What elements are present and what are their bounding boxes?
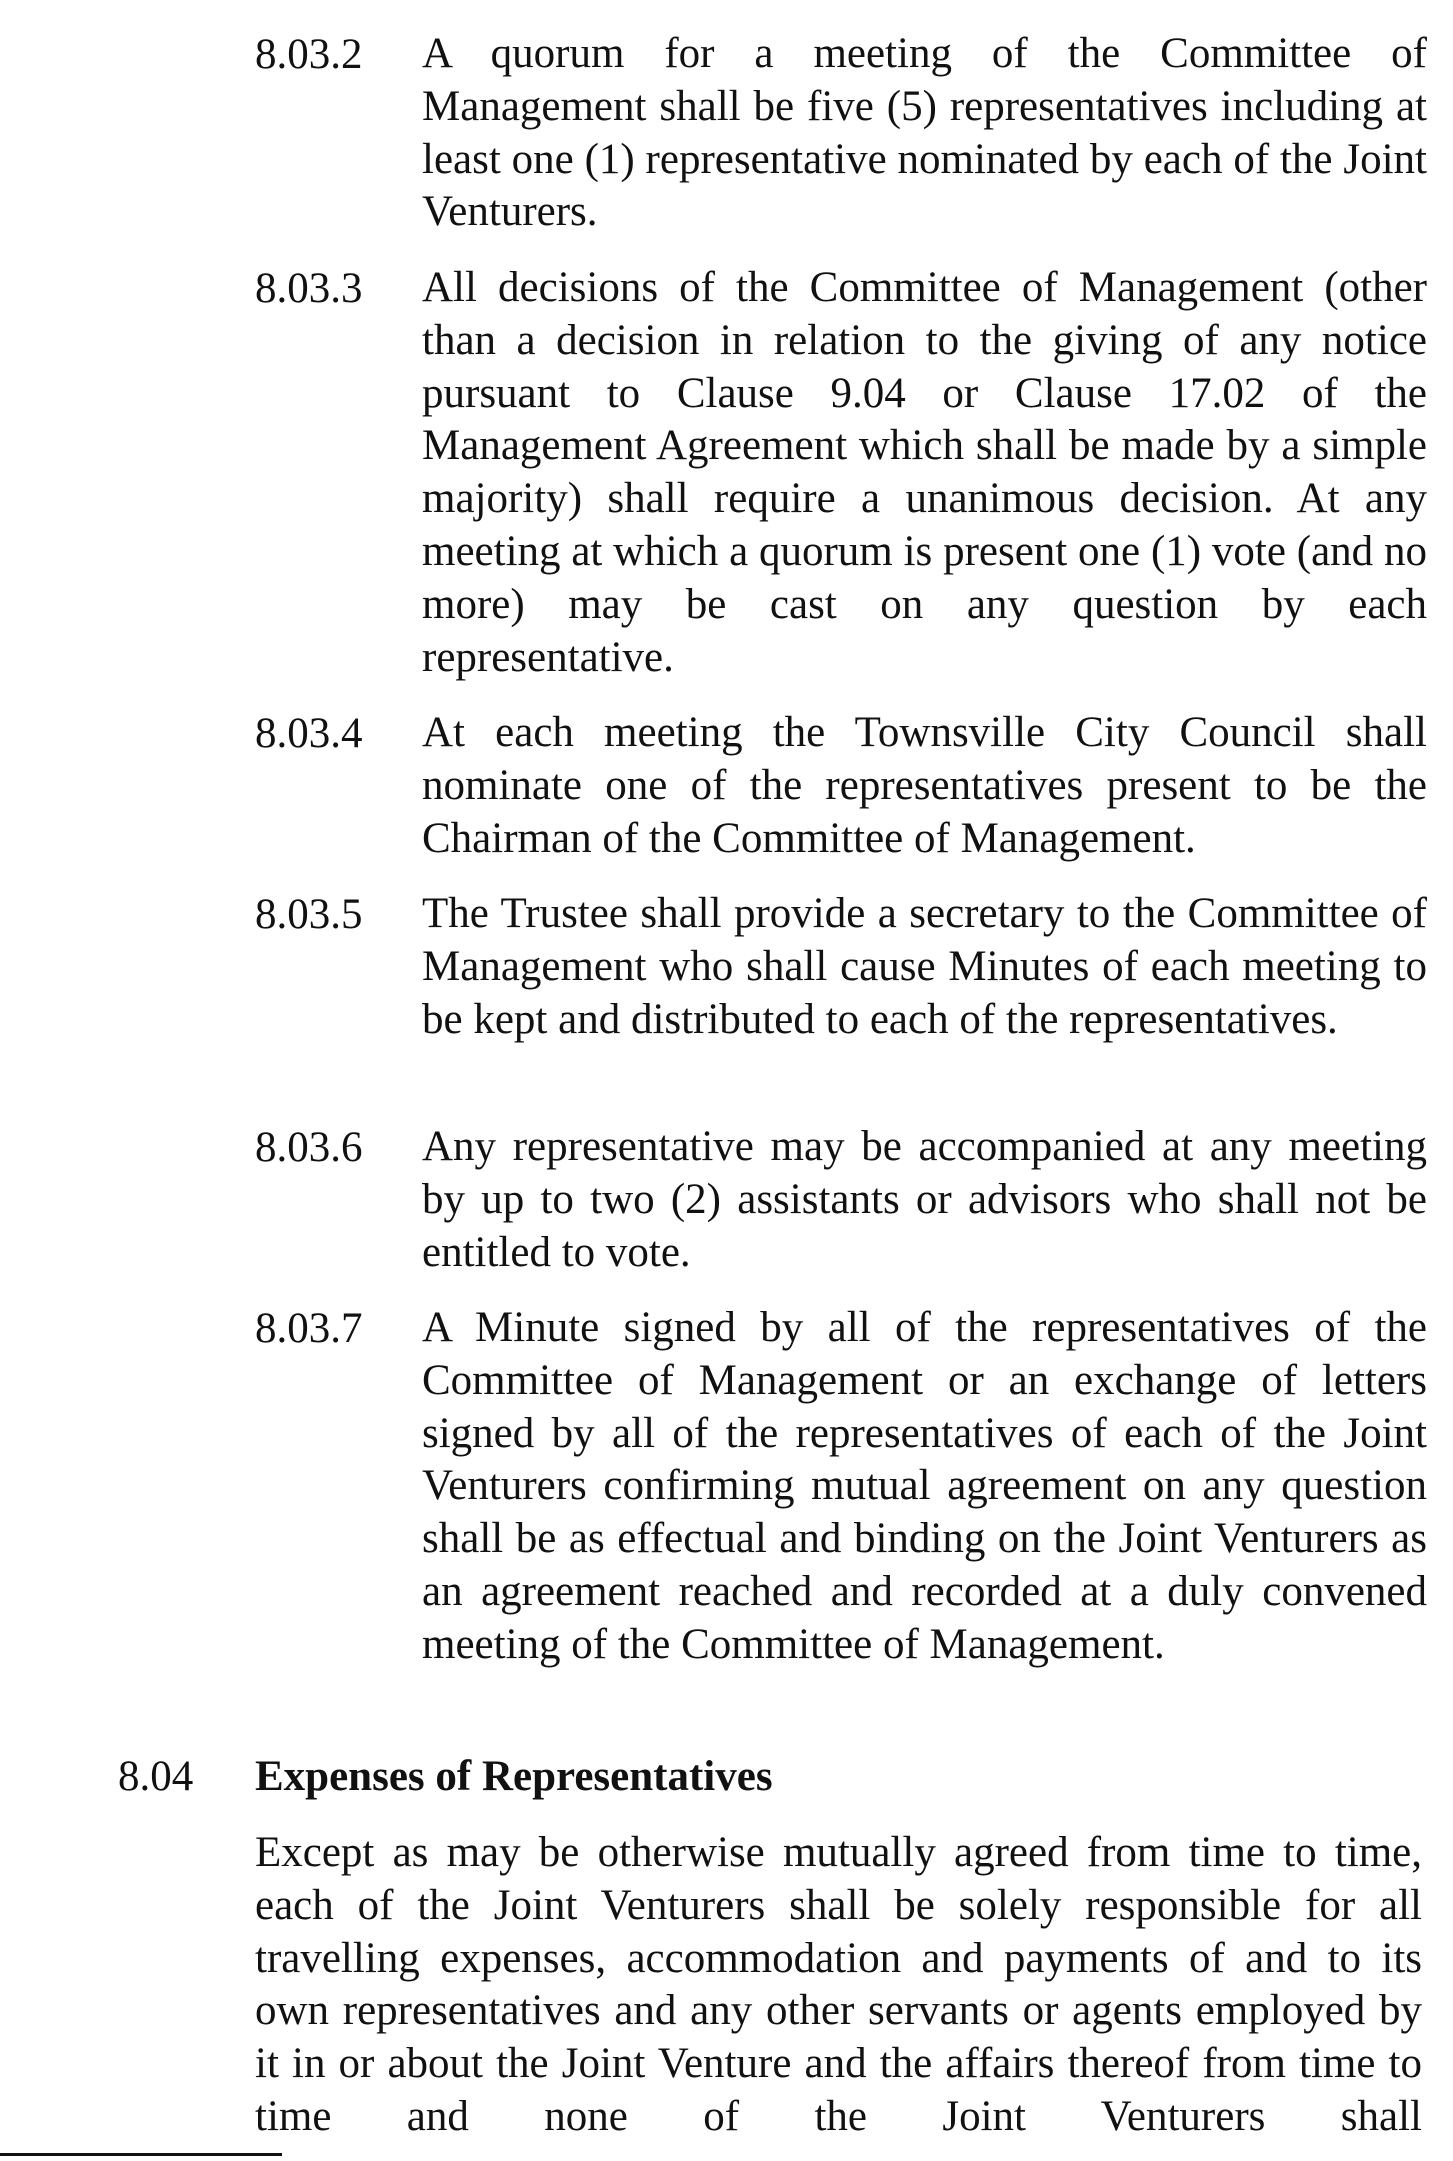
clause-number: 8.03.5	[255, 891, 363, 938]
clause-text: A quorum for a meeting of the Committee of Management shall be five (5) representatives including at least one (1) representative nominated by each of the Joint Venturers.	[422, 30, 1427, 236]
section-body: Except as may be otherwise mutually agreed from time to time, each of the Joint Venturers shall be solely responsible for all travelling expenses, accommodation and payments of and to its own representatives and any other servants or agents employed by it in or about the Joint Venture and the affairs thereof from time to time and none of the Joint Venturers shall	[255, 1829, 1422, 2140]
clause-text: All decisions of the Committee of Management (other than a decision in relation to the giving of any notice pursuant to Clause 9.04 or Clause 17.02 of the Management Agreement which shall be made by a simple majority) shall require a unanimous decision. At any meeting at which a quorum is present one (1) vote (and no more) may be cast on any question by each representative.	[422, 264, 1427, 681]
clause-text: A Minute signed by all of the representatives of the Committee of Management or an exchange of letters signed by all of the representatives of each of the Joint Venturers confirming mutual agreement on any question shall be as effectual and binding on the Joint Venturers as an agreement reached and recorded at a duly convened meeting of the Committee of Management.	[422, 1304, 1427, 1668]
footnote-divider	[0, 2153, 282, 2156]
clause-text: The Trustee shall provide a secretary to the Committee of Management who shall cause Minutes of each meeting to be kept and distributed to each of the representatives.	[422, 890, 1427, 1043]
section-heading	[118, 1750, 1418, 1810]
clause-number: 8.03.6	[255, 1124, 363, 1171]
clause-text: At each meeting the Townsville City Council shall nominate one of the representatives present to be the Chairman of the Committee of Management.	[422, 709, 1427, 862]
clause-number: 8.03.3	[255, 265, 363, 312]
section-number: 8.04	[118, 1753, 194, 1800]
clause-text: Any representative may be accompanied at any meeting by up to two (2) assistants or advisors who shall not be entitled to vote.	[422, 1123, 1427, 1276]
clause-number: 8.03.2	[255, 31, 363, 78]
clause-number: 8.03.4	[255, 710, 363, 757]
clause-number: 8.03.7	[255, 1305, 363, 1352]
section-title: Expenses of Representatives	[255, 1753, 773, 1800]
